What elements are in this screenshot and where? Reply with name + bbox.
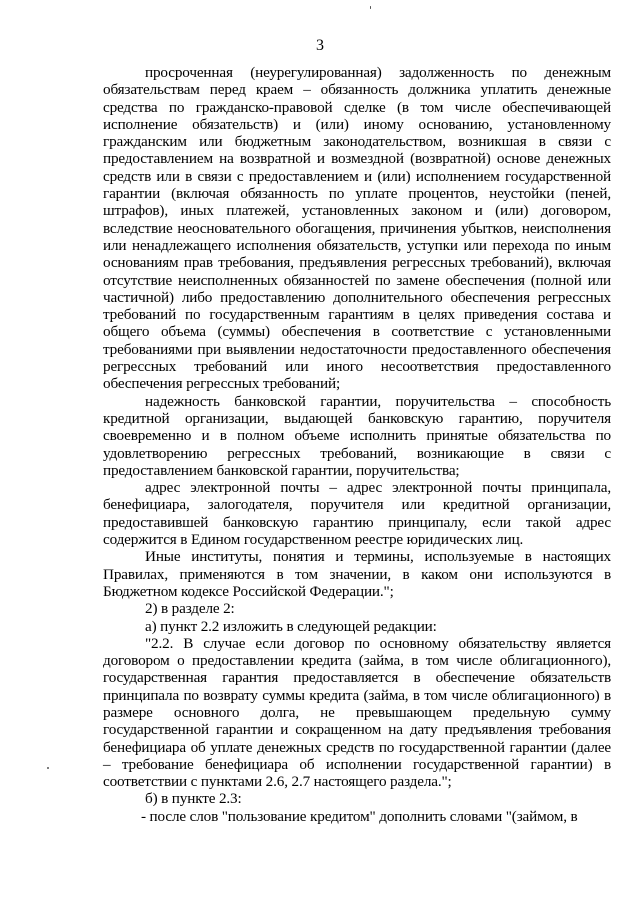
paragraph-item-2-2-text: "2.2. В случае если договор по основному обязательству является договором о предоставлении кредита (займа, в том числе облигационного), государственная гарантия предоставляется в обеспечение обязательств принципала по возврату суммы кредита (займа, в том числе облигационного) в размере основного долга, не превышающем предельную сумму государственной гарантии и сокращенном на дату предъявления требования бенефициара об уплате денежных средств по государственной гарантии (далее – требование бенефициара об исполнении государственной гарантии) в соответствии с пунктами 2.6, 2.7 настоящего раздела."; [103,634,611,791]
paragraph-item-2-2-intro: а) пункт 2.2 изложить в следующей редакции: [145,617,437,635]
paragraph-item-2-3-intro: б) в пункте 2.3: [145,790,242,808]
scan-speck [370,6,371,9]
paragraph-item-2-3-dash: - после слов "пользование кредитом" дополнить словами "(займом, в [141,807,578,825]
document-body [103,64,611,825]
paragraph-email-address: адрес электронной почты – адрес электронной почты принципала, бенефициара, залогодателя, поручителя или кредитной организации, предоставившей банковскую гарантию принципалу, если такой адрес содержится в Едином государственном реестре юридических лиц. [103,479,611,549]
page-number: 3 [316,37,324,54]
paragraph-guarantee-reliability: надежность банковской гарантии, поручительства – способность кредитной организации, выдающей банковскую гарантию, поручителя своевременно и в полном объеме исполнить принятые обязательства по удовлетворению регрессных требований, возникающие в связи с предоставлением банковской гарантии, поручительства; [103,392,611,479]
scan-speck [47,767,49,769]
paragraph-overdue-debt: просроченная (неурегулированная) задолженность по денежным обязательствам перед краем – обязанность должника уплатить денежные средства по гражданско-правовой сделке (в том числе обеспечивающей исполнение обязательств) и (или) иному основанию, установленному гражданским или бюджетным законодательством, возникшая в связи с предоставлением на возвратной и возмездной (возвратной) основе денежных средств или в связи с предоставлением и (или) исполнением государственной гарантии (включая обязанность по уплате процентов, неустойки (пеней, штрафов), иных платежей, установленных законом и (или) договором, вследствие неосновательного обогащения, причинения убытков, неисполнения или ненадлежащего исполнения обязательств, уступки или перехода по иным основаниям прав требования, предъявления регрессных требований), включая отсутствие неисполненных обязанностей по замене обеспечения (полной или частичной) либо предоставлению дополнительного обеспечения регрессных требований по государственным гарантиям в целях приведения состава и общего объема (суммы) обеспечения в соответствие с установленными требованиями при выявлении недостаточности предоставленного обеспечения регрессных требований или иного несоответствия предоставленного обеспечения регрессных требований; [103,64,611,393]
paragraph-section-2: 2) в разделе 2: [145,600,235,618]
paragraph-other-terms: Иные институты, понятия и термины, используемые в настоящих Правилах, применяются в том значении, в каком они используются в Бюджетном кодексе Российской Федерации."; [103,548,611,600]
